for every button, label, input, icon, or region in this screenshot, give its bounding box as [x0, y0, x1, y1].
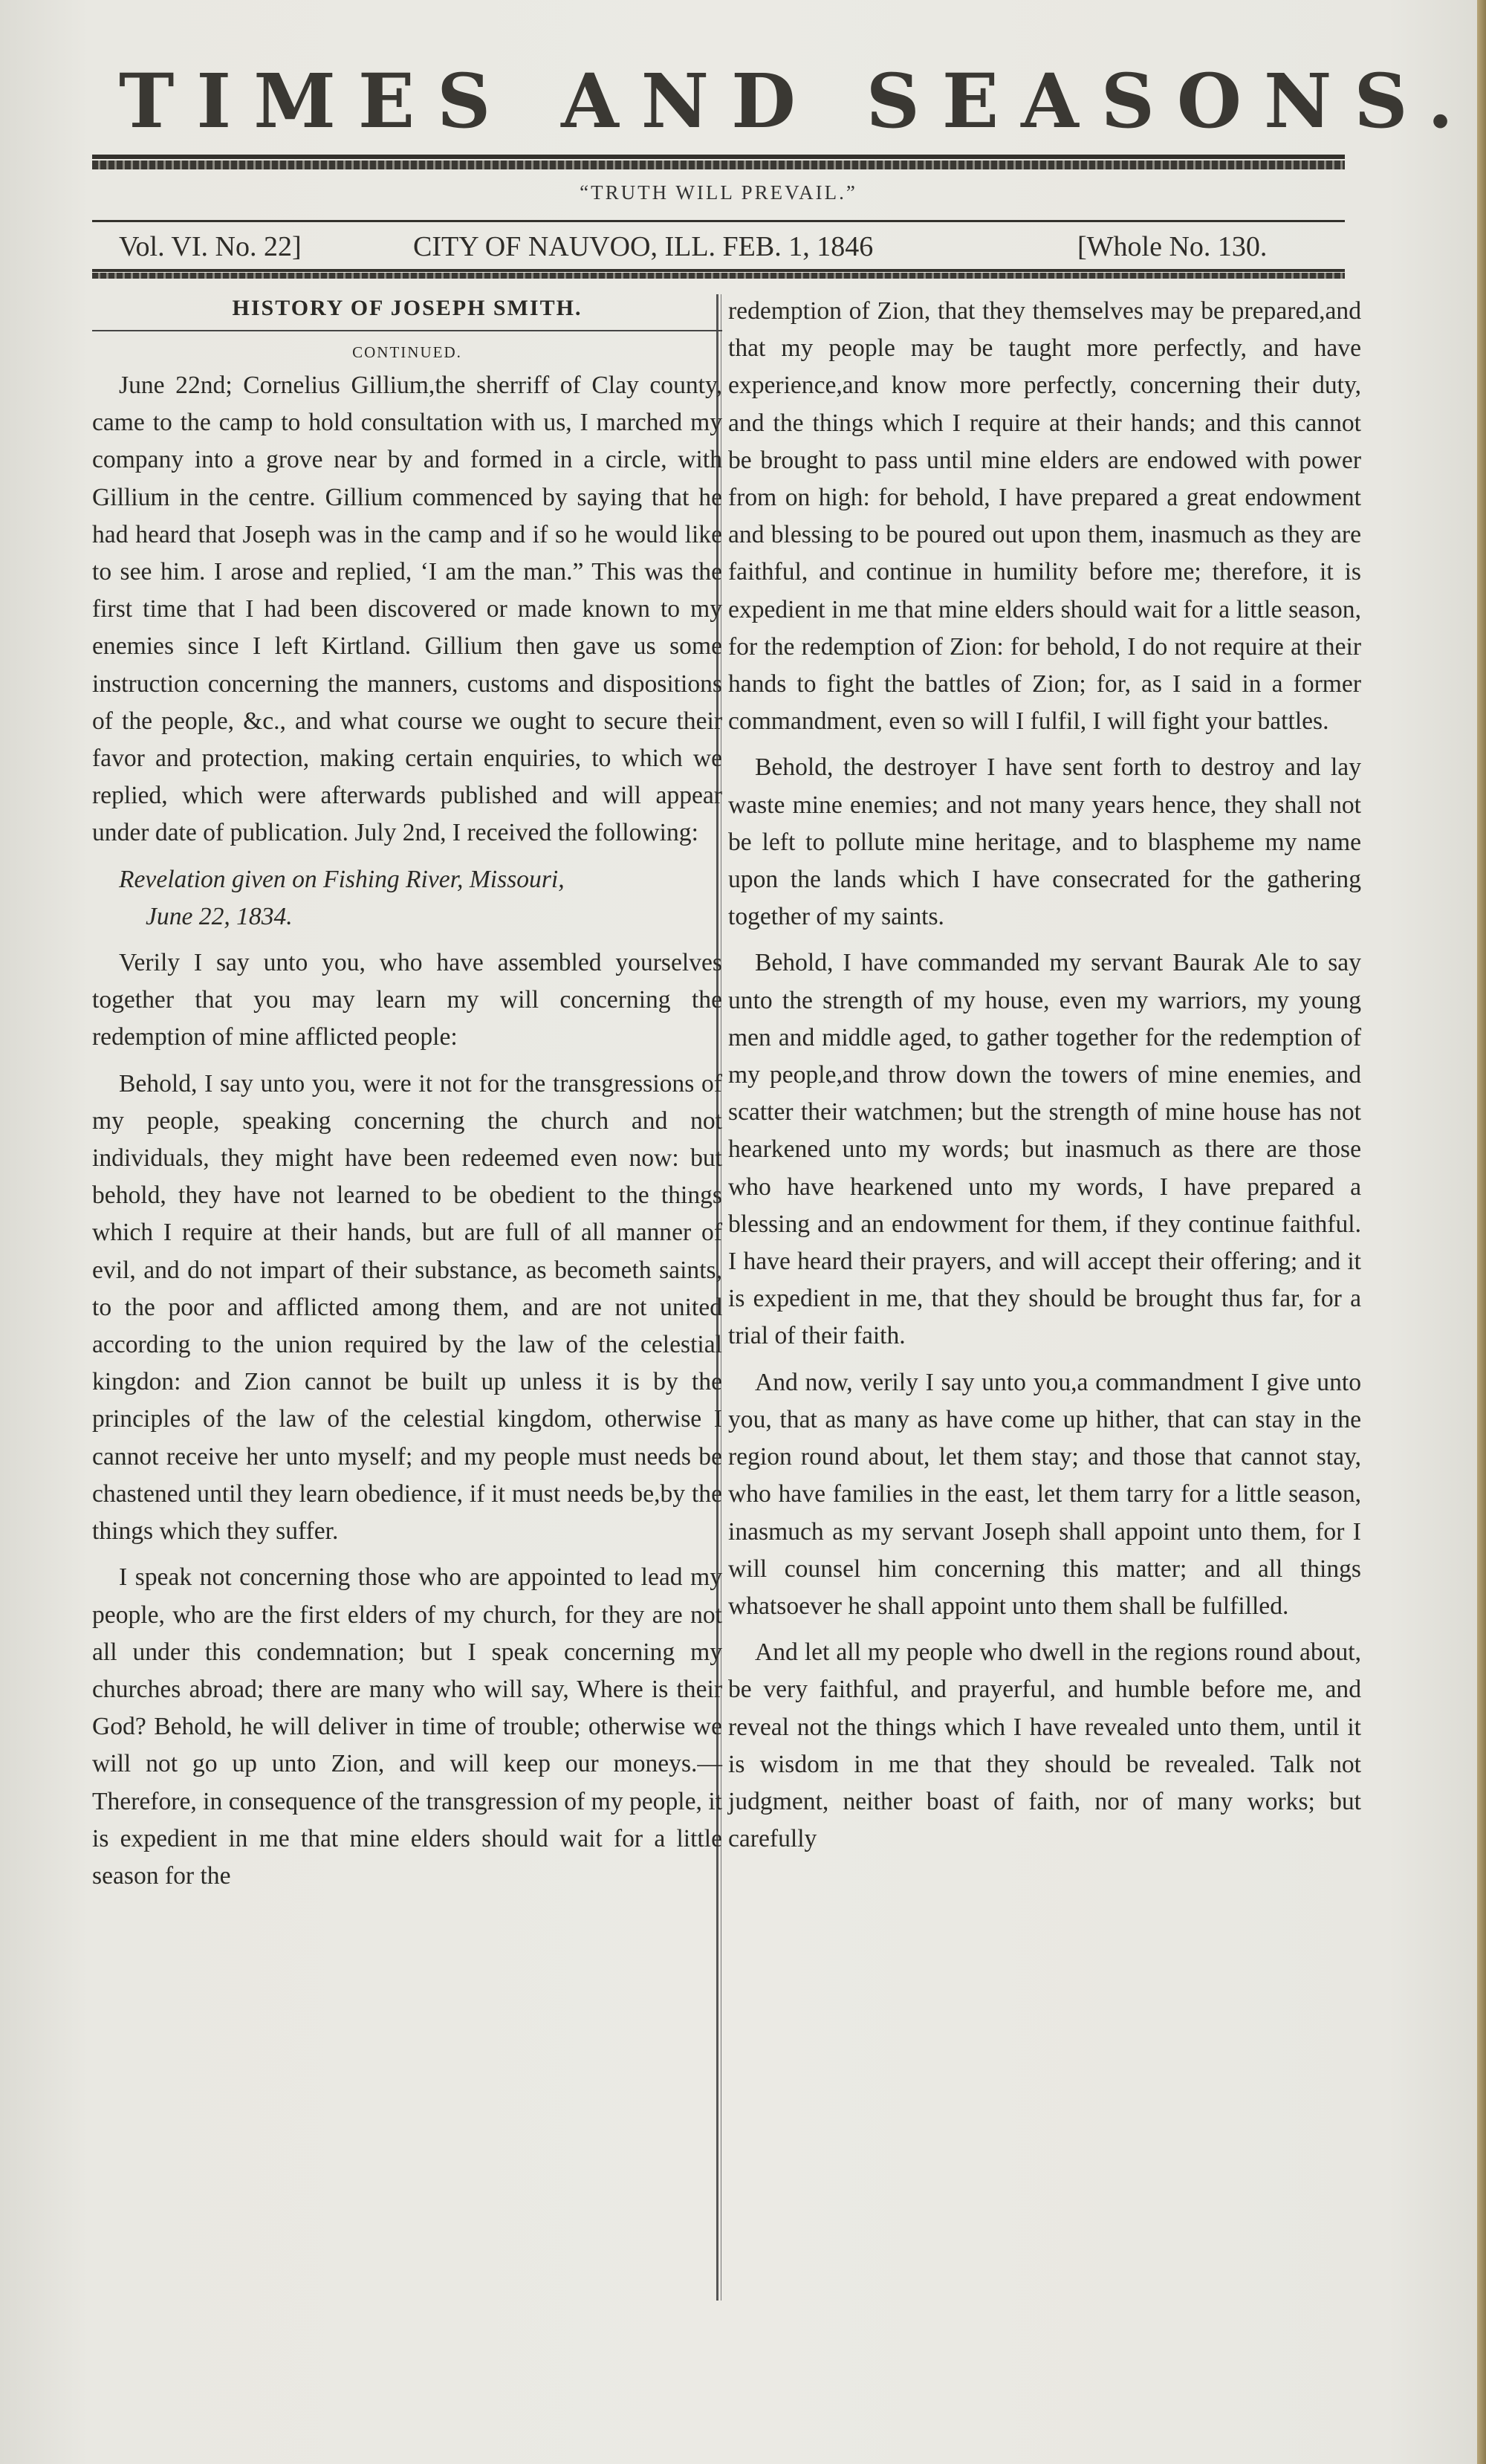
- motto: “TRUTH WILL PREVAIL.”: [580, 181, 857, 204]
- heading-rule: [92, 330, 722, 331]
- paragraph: redemption of Zion, that they themselves may be prepared,and that my people may be taught more perfectly, and have experience,and know more perfectly, concerning their duty, and the things which I require at their hands; and this cannot be brought to pass until mine elders are endowed with power from on high: for behold, I have prepared a great endowment and blessing to be poured out upon them, inasmuch as they are faithful, and continue in humility before me; therefore, it is expedient in me that mine elders should wait for a little season, for the redemption of Zion: for behold, I do not require at their hands to fight the battles of Zion; for, as I said in a former commandment, even so will I fulfil, I will fight your battles.: [728, 297, 1361, 736]
- article-heading: HISTORY OF JOSEPH SMITH.: [232, 296, 583, 320]
- paragraph: June 22nd; Cornelius Gillium,the sherriff of Clay county, came to the camp to hold consultation with us, I marched my company into a grove near by and formed in a circle, with Gillium in the centre. Gillium commenced by saying that he had heard that Joseph was in the camp and if so he would like to see him. I arose and replied, ‘I am the man.” This was the first time that I had been discovered or made known to my enemies since I left Kirtland. Gillium then gave us some instruction concerning the manners, customs and dispositions of the people, &c., and what course we ought to secure their favor and protection, making certain enquiries, to which we replied, which were afterwards published and will appear under date of publication. July 2nd, I received the following:: [92, 372, 722, 847]
- paragraph: I speak not concerning those who are appointed to lead my people, who are the first elders of my church, for they are not all under this condemnation; but I speak concerning my churches abroad; there are many who will say, Where is their God? Behold, he will deliver in time of trouble; otherwise we will not go up unto Zion, and will keep our moneys.—Therefore, in consequence of the transgression of my people, it is expedient in me that mine elders should wait for a little season for the: [92, 1563, 722, 1890]
- continued-label: CONTINUED.: [352, 343, 462, 361]
- revelation-date: June 22, 1834.: [146, 902, 293, 930]
- place-and-date: CITY OF NAUVOO, ILL. FEB. 1, 1846: [413, 231, 874, 262]
- masthead-rule-thick: [92, 155, 1345, 159]
- dateline-rule-bottom: [92, 269, 1345, 272]
- paragraph: Behold, I say unto you, were it not for the transgressions of my people, speaking concerning the church and not individuals, they might have been redeemed even now: but behold, they have not learned to be obedient to the things which I require at their hands, but are full of all manner of evil, and do not impart of their substance, as becometh saints, to the poor and afflicted among them, and are not united according to the union required by the law of the celestial kingdon: and Zion cannot be built up unless it is by the principles of the law of the celestial kingdom, otherwise I cannot receive her unto myself; and my people must needs be chastened until they learn obedience, if it must needs be,by the things which they suffer.: [92, 1069, 722, 1546]
- paragraph: Behold, the destroyer I have sent forth to destroy and lay waste mine enemies; and not many years hence, they shall not be left to pollute mine heritage, and to blaspheme my name upon the lands which I have consecrated for the gathering together of my saints.: [728, 753, 1361, 931]
- right-column: [728, 293, 1361, 1858]
- dateline-rule-top: [92, 220, 1345, 222]
- masthead-title: TIMES AND SEASONS.: [119, 57, 1476, 145]
- whole-number: [Whole No. 130.: [1077, 231, 1268, 262]
- volume-number: Vol. VI. No. 22]: [119, 231, 302, 262]
- paragraph: Verily I say unto you, who have assembled yourselves together that you may learn my will concerning the redemption of mine afflicted people:: [92, 949, 722, 1051]
- paragraph: And now, verily I say unto you,a commandment I give unto you, that as many as have come up hither, that can stay in the region round about, let them stay; and those that cannot stay, who have families in the east, let them tarry for a little season, inasmuch as my servant Joseph shall appoint unto them, for I will counsel him concerning this matter; and all things whatsoever he shall appoint unto them shall be fulfilled.: [728, 1368, 1361, 1620]
- dateline: [92, 230, 1345, 263]
- masthead-rule-pattern: [92, 161, 1345, 169]
- paragraph: Behold, I have commanded my servant Baurak Ale to say unto the strength of my house, even my warriors, my young men and middle aged, to gather together for the redemption of my people,and throw down the towers of mine enemies, and scatter their watchmen; but the strength of mine house has not hearkened unto my words; but inasmuch as there are those who have hearkened unto my words, I have prepared a blessing and an endowment for them, if they continue faithful. I have heard their prayers, and will accept their offering; and it is expedient in me, that they should be brought thus far, for a trial of their faith.: [728, 949, 1361, 1350]
- left-column: [92, 291, 722, 1895]
- dateline-rule-pattern: [92, 273, 1345, 279]
- revelation-title: Revelation given on Fishing River, Missouri,: [119, 865, 565, 893]
- page-edge: [1477, 0, 1486, 2464]
- paragraph: And let all my people who dwell in the regions round about, be very faithful, and prayerful, and humble before me, and reveal not the things which I have revealed unto them, until it is wisdom in me that they should be revealed. Talk not judgment, neither boast of faith, nor of many works; but carefully: [728, 1638, 1361, 1853]
